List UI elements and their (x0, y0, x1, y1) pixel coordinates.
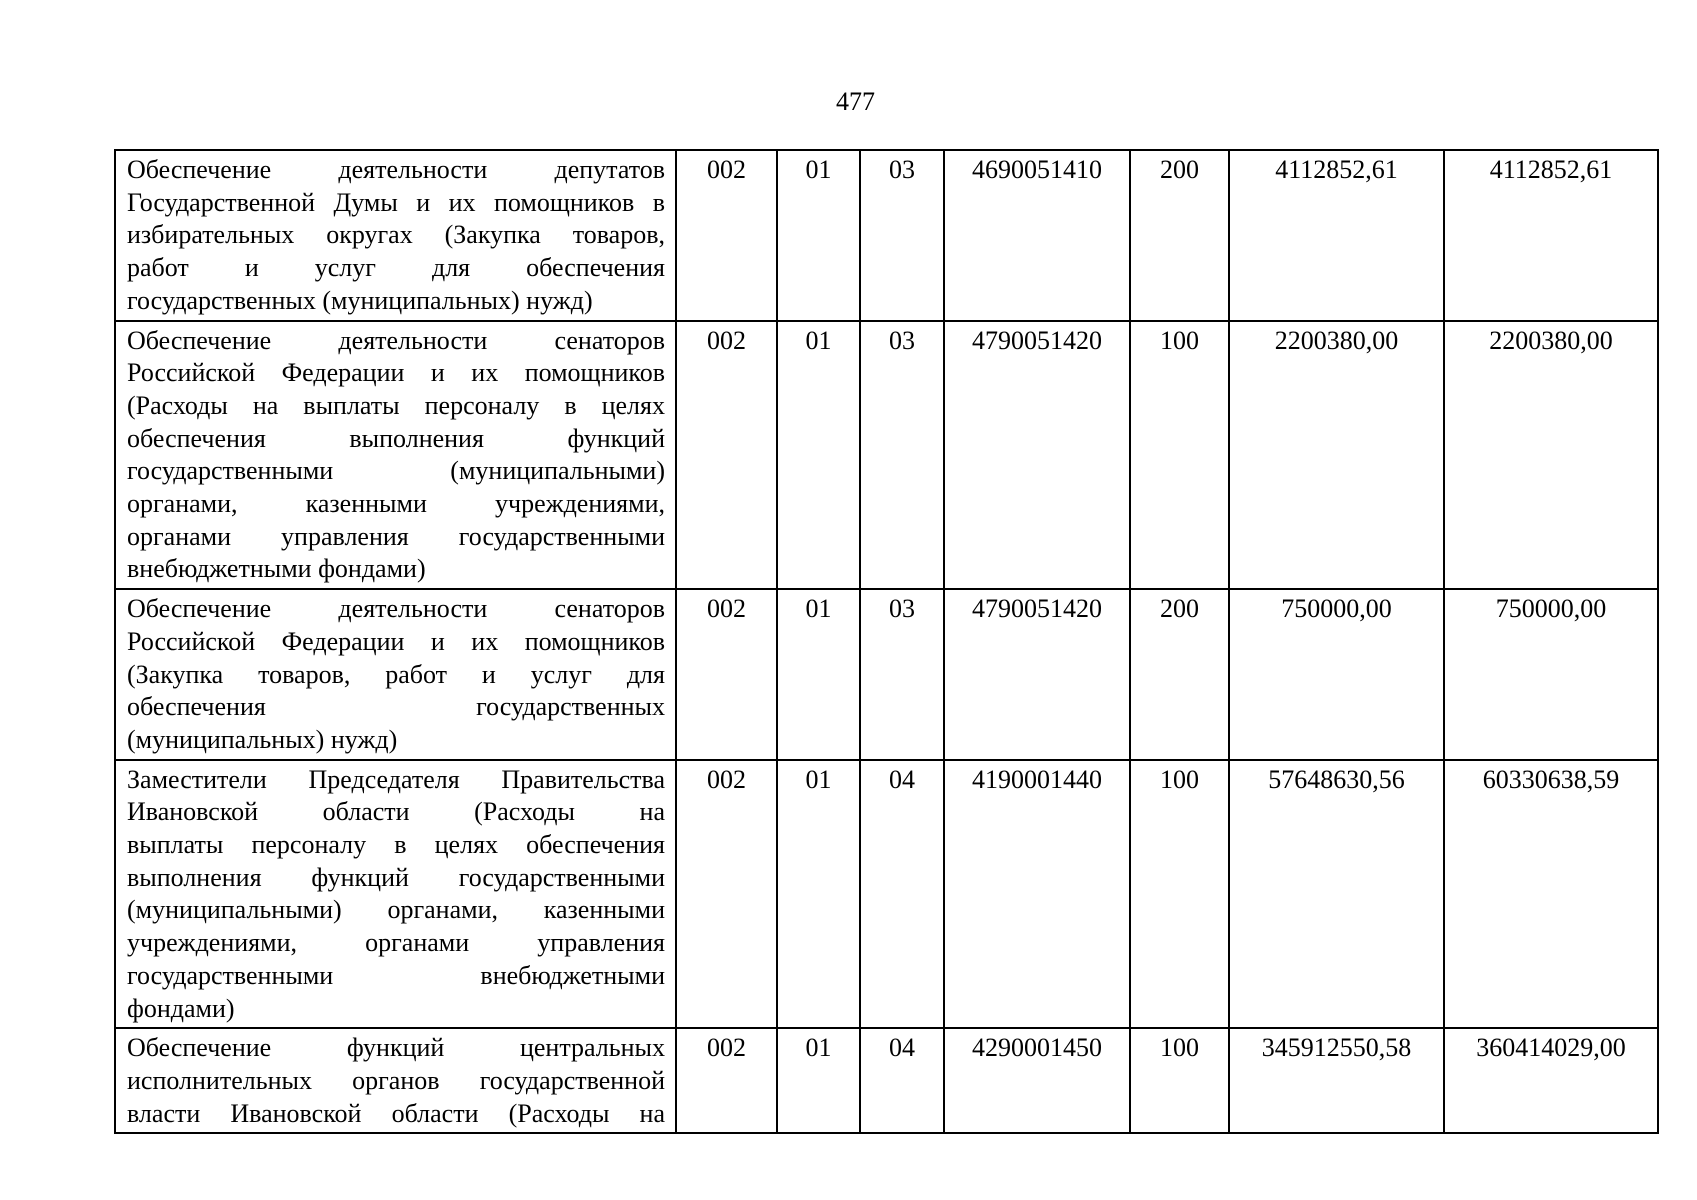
description-line: внебюджетными фондами) (127, 554, 426, 584)
expense-description (115, 321, 676, 590)
amount-year-1: 750000,00 (1229, 589, 1444, 760)
amount-year-2: 750000,00 (1444, 589, 1658, 760)
target-article-code: 4790051420 (944, 589, 1130, 760)
description-line: органами управления государственными (127, 521, 665, 551)
section-code: 01 (777, 589, 860, 760)
ministry-code: 002 (676, 150, 777, 321)
description-line: Обеспечение функций центральных (127, 1033, 665, 1063)
description-line: (муниципальных) нужд) (127, 724, 398, 754)
subsection-code: 04 (860, 1028, 944, 1133)
description-line: избирательных округах (Закупка товаров, (127, 220, 665, 250)
target-article-code: 4690051410 (944, 150, 1130, 321)
description-line: исполнительных органов государственной (127, 1065, 665, 1095)
subsection-code: 03 (860, 150, 944, 321)
description-line: выполнения функций государственными (127, 862, 665, 892)
amount-year-2: 2200380,00 (1444, 321, 1658, 590)
section-code: 01 (777, 150, 860, 321)
target-article-code: 4190001440 (944, 760, 1130, 1029)
description-line: фондами) (127, 993, 235, 1023)
description-line: государственными внебюджетными (127, 960, 665, 990)
subsection-code: 03 (860, 589, 944, 760)
expense-description (115, 589, 676, 760)
description-line: Ивановской области (Расходы на (127, 797, 665, 827)
amount-year-1: 4112852,61 (1229, 150, 1444, 321)
ministry-code: 002 (676, 1028, 777, 1133)
expense-type-code: 200 (1130, 150, 1229, 321)
description-line: органами, казенными учреждениями, (127, 489, 665, 519)
description-line: обеспечения выполнения функций (127, 423, 665, 453)
expense-description (115, 150, 676, 321)
description-line: власти Ивановской области (Расходы на (127, 1098, 665, 1128)
description-line: Обеспечение деятельности сенаторов (127, 325, 665, 355)
expense-type-code: 200 (1130, 589, 1229, 760)
description-line: обеспечения государственных (127, 692, 665, 722)
ministry-code: 002 (676, 589, 777, 760)
expense-description (115, 1028, 676, 1133)
description-line: (муниципальными) органами, казенными (127, 895, 665, 925)
description-line: Заместители Председателя Правительства (127, 764, 665, 794)
amount-year-2: 60330638,59 (1444, 760, 1658, 1029)
description-line: учреждениями, органами управления (127, 928, 665, 958)
table-row (115, 1028, 1658, 1133)
description-line: (Расходы на выплаты персоналу в целях (127, 390, 665, 420)
table-body (115, 150, 1658, 1133)
description-line: Обеспечение деятельности сенаторов (127, 594, 665, 624)
description-line: (Закупка товаров, работ и услуг для (127, 659, 665, 689)
description-line: Государственной Думы и их помощников в (127, 187, 665, 217)
description-line: Российской Федерации и их помощников (127, 358, 665, 388)
description-line: государственных (муниципальных) нужд) (127, 285, 593, 315)
amount-year-2: 4112852,61 (1444, 150, 1658, 321)
description-line: работ и услуг для обеспечения (127, 253, 665, 283)
description-line: выплаты персоналу в целях обеспечения (127, 830, 665, 860)
amount-year-2: 360414029,00 (1444, 1028, 1658, 1133)
amount-year-1: 57648630,56 (1229, 760, 1444, 1029)
table-row (115, 321, 1658, 590)
table-row (115, 589, 1658, 760)
amount-year-1: 345912550,58 (1229, 1028, 1444, 1133)
expense-type-code: 100 (1130, 1028, 1229, 1133)
target-article-code: 4290001450 (944, 1028, 1130, 1133)
description-line: государственными (муниципальными) (127, 456, 665, 486)
ministry-code: 002 (676, 760, 777, 1029)
expense-description (115, 760, 676, 1029)
expense-type-code: 100 (1130, 321, 1229, 590)
section-code: 01 (777, 1028, 860, 1133)
subsection-code: 04 (860, 760, 944, 1029)
section-code: 01 (777, 760, 860, 1029)
amount-year-1: 2200380,00 (1229, 321, 1444, 590)
section-code: 01 (777, 321, 860, 590)
page-number: 477 (836, 87, 875, 116)
description-line: Обеспечение деятельности депутатов (127, 155, 665, 184)
expense-type-code: 100 (1130, 760, 1229, 1029)
ministry-code: 002 (676, 321, 777, 590)
description-line: Российской Федерации и их помощников (127, 626, 665, 656)
budget-table (114, 149, 1659, 1134)
table-row (115, 760, 1658, 1029)
subsection-code: 03 (860, 321, 944, 590)
table-row (115, 150, 1658, 321)
target-article-code: 4790051420 (944, 321, 1130, 590)
